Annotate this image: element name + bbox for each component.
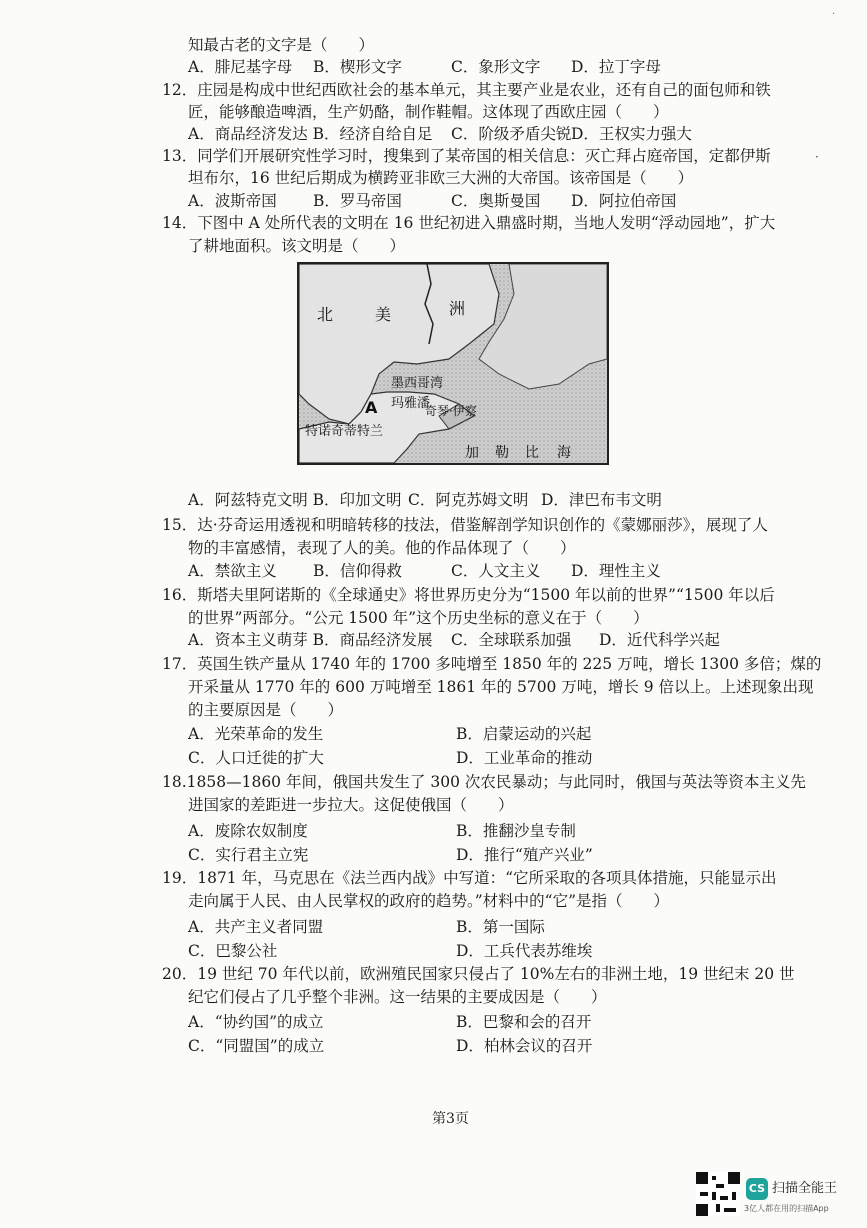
page-number: 第3页 xyxy=(432,1111,469,1127)
q20-option-a: A．“协约国”的成立 xyxy=(188,1013,324,1031)
q19-option-c: C．巴黎公社 xyxy=(188,942,278,960)
q20-option-b: B．巴黎和会的召开 xyxy=(456,1013,592,1031)
q13-stem-line2: 坦布尔，16 世纪后期成为横跨亚非欧三大洲的大帝国。该帝国是（ ） xyxy=(188,169,694,187)
q11-option-c: C．象形文字 xyxy=(451,58,541,76)
stray-mark: · xyxy=(815,150,819,164)
q17-option-d: D．工业革命的推动 xyxy=(456,749,593,767)
q20-stem-line2: 纪它们侵占了几乎整个非洲。这一结果的主要成因是（ ） xyxy=(188,988,607,1006)
map-label-bi: 比 xyxy=(525,445,539,461)
q11-option-d: D．拉丁字母 xyxy=(571,58,661,76)
q12-option-d: D．王权实力强大 xyxy=(571,125,692,143)
q12-stem-line2: 匠，能够酿造啤酒，生产奶酪，制作鞋帽。这体现了西欧庄园（ ） xyxy=(188,103,669,121)
map-label-a: A xyxy=(365,398,378,417)
q13-option-a: A．波斯帝国 xyxy=(188,192,277,210)
map-label-tenochtitlan: 特诺奇蒂特兰 xyxy=(305,424,384,439)
q19-option-a: A．共产主义者同盟 xyxy=(188,918,324,936)
q14-option-d: D．津巴布韦文明 xyxy=(541,491,662,509)
map-label-zhou: 洲 xyxy=(449,299,466,318)
camscanner-name: 扫描全能王 xyxy=(772,1181,838,1196)
q15-stem-line2: 物的丰富感情，表现了人的美。他的作品体现了（ ） xyxy=(188,539,576,557)
q12-option-ab: A．商品经济发达 B．经济自给自足 xyxy=(188,125,433,143)
q17-option-c: C．人口迁徙的扩大 xyxy=(188,749,324,767)
q18-option-a: A．废除农奴制度 xyxy=(188,822,308,840)
q15-option-d: D．理性主义 xyxy=(571,562,661,580)
map-label-mayapan: 玛雅潘 xyxy=(391,396,431,411)
q14-stem-line1: 14．下图中 A 处所代表的文明在 16 世纪初进入鼎盛时期，当地人发明“浮动园地”，扩大 xyxy=(162,214,776,232)
q12-option-c: C．阶级矛盾尖锐 xyxy=(451,125,572,143)
q18-option-d: D．推行“殖产兴业” xyxy=(456,846,593,864)
q16-option-d: D．近代科学兴起 xyxy=(599,631,720,649)
q15-stem-line1: 15．达·芬奇运用透视和明暗转移的技法，借鉴解剖学知识创作的《蒙娜丽莎》，展现了人 xyxy=(162,516,768,534)
q12-stem-line1: 12．庄园是构成中世纪西欧社会的基本单元，其主要产业是农业，还有自己的面包师和铁 xyxy=(162,81,771,99)
q20-option-d: D．柏林会议的召开 xyxy=(456,1037,593,1055)
map-label-bei: 北 xyxy=(317,305,334,324)
q19-option-b: B．第一国际 xyxy=(456,918,545,936)
q15-option-c: C．人文主义 xyxy=(451,562,541,580)
q19-stem-line1: 19．1871 年，马克思在《法兰西内战》中写道：“它所采取的各项具体措施，只能显示出 xyxy=(162,869,777,887)
q14-stem-line2: 了耕地面积。该文明是（ ） xyxy=(188,237,406,255)
stray-mark: . xyxy=(832,6,836,17)
q17-option-a: A．光荣革命的发生 xyxy=(188,725,324,743)
camscanner-logo: CS xyxy=(746,1178,768,1200)
q11-stem-line1: 知最古老的文字是（ ） xyxy=(188,36,375,54)
q18-stem-line2: 进国家的差距进一步拉大。这促使俄国（ ） xyxy=(188,796,514,814)
map-label-le: 勒 xyxy=(495,445,509,461)
q16-option-c: C．全球联系加强 xyxy=(451,631,572,649)
q13-option-c: C．奥斯曼国 xyxy=(451,192,541,210)
q13-stem-line1: 13．同学们开展研究性学习时，搜集到了某帝国的相关信息：灭亡拜占庭帝国，定都伊斯 xyxy=(162,147,771,165)
q11-option-b: B．楔形文字 xyxy=(313,58,402,76)
q17-stem-line1: 17．英国生铁产量从 1740 年的 1700 多吨增至 1850 年的 225 万吨，增长 1300 多倍；煤的 xyxy=(162,655,822,673)
q20-option-c: C．“同盟国”的成立 xyxy=(188,1037,325,1055)
q18-option-b: B．推翻沙皇专制 xyxy=(456,822,576,840)
q19-option-d: D．工兵代表苏维埃 xyxy=(456,942,593,960)
q18-stem-line1: 18.1858—1860 年间，俄国共发生了 300 次农民暴动；与此同时，俄国与英法等资本主义先 xyxy=(162,773,806,791)
map-label-hai: 海 xyxy=(557,445,571,461)
camscanner-tagline: 3亿人都在用的扫描App xyxy=(744,1204,829,1213)
map-label-mei: 美 xyxy=(375,305,392,324)
map-figure xyxy=(297,262,609,465)
map-label-chichen-itza: 奇琴·伊察 xyxy=(425,404,477,418)
q15-option-a: A．禁欲主义 xyxy=(188,562,277,580)
q13-option-d: D．阿拉伯帝国 xyxy=(571,192,677,210)
q11-option-a: A．腓尼基字母 xyxy=(188,58,293,76)
q14-option-c: C．阿克苏姆文明 xyxy=(408,491,529,509)
q18-option-c: C．实行君主立宪 xyxy=(188,846,309,864)
qr-code-icon xyxy=(696,1172,740,1216)
q15-option-b: B．信仰得救 xyxy=(313,562,402,580)
q19-stem-line2: 走向属于人民、由人民掌权的政府的趋势。”材料中的“它”是指（ ） xyxy=(188,892,670,910)
q16-stem-line1: 16．斯塔夫里阿诺斯的《全球通史》将世界历史分为“1500 年以前的世界”“1500 年以后 xyxy=(162,586,775,604)
map-label-jia: 加 xyxy=(465,445,479,461)
q17-option-b: B．启蒙运动的兴起 xyxy=(456,725,592,743)
q16-stem-line2: 的世界”两部分。“公元 1500 年”这个历史坐标的意义在于（ ） xyxy=(188,609,649,627)
q17-stem-line3: 的主要原因是（ ） xyxy=(188,701,344,719)
q13-option-b: B．罗马帝国 xyxy=(313,192,402,210)
q20-stem-line1: 20．19 世纪 70 年代以前，欧洲殖民国家只侵占了 10%左右的非洲土地，19 世纪末 20 世 xyxy=(162,965,795,983)
q14-option-ab: A．阿兹特克文明 B．印加文明 xyxy=(188,491,402,509)
q17-stem-line2: 开采量从 1770 年的 600 万吨增至 1861 年的 5700 万吨，增长 9 倍以上。上述现象出现 xyxy=(188,678,814,696)
q16-option-ab: A．资本主义萌芽 B．商品经济发展 xyxy=(188,631,433,649)
map-label-gulf-of-mexico: 墨西哥湾 xyxy=(391,376,444,391)
